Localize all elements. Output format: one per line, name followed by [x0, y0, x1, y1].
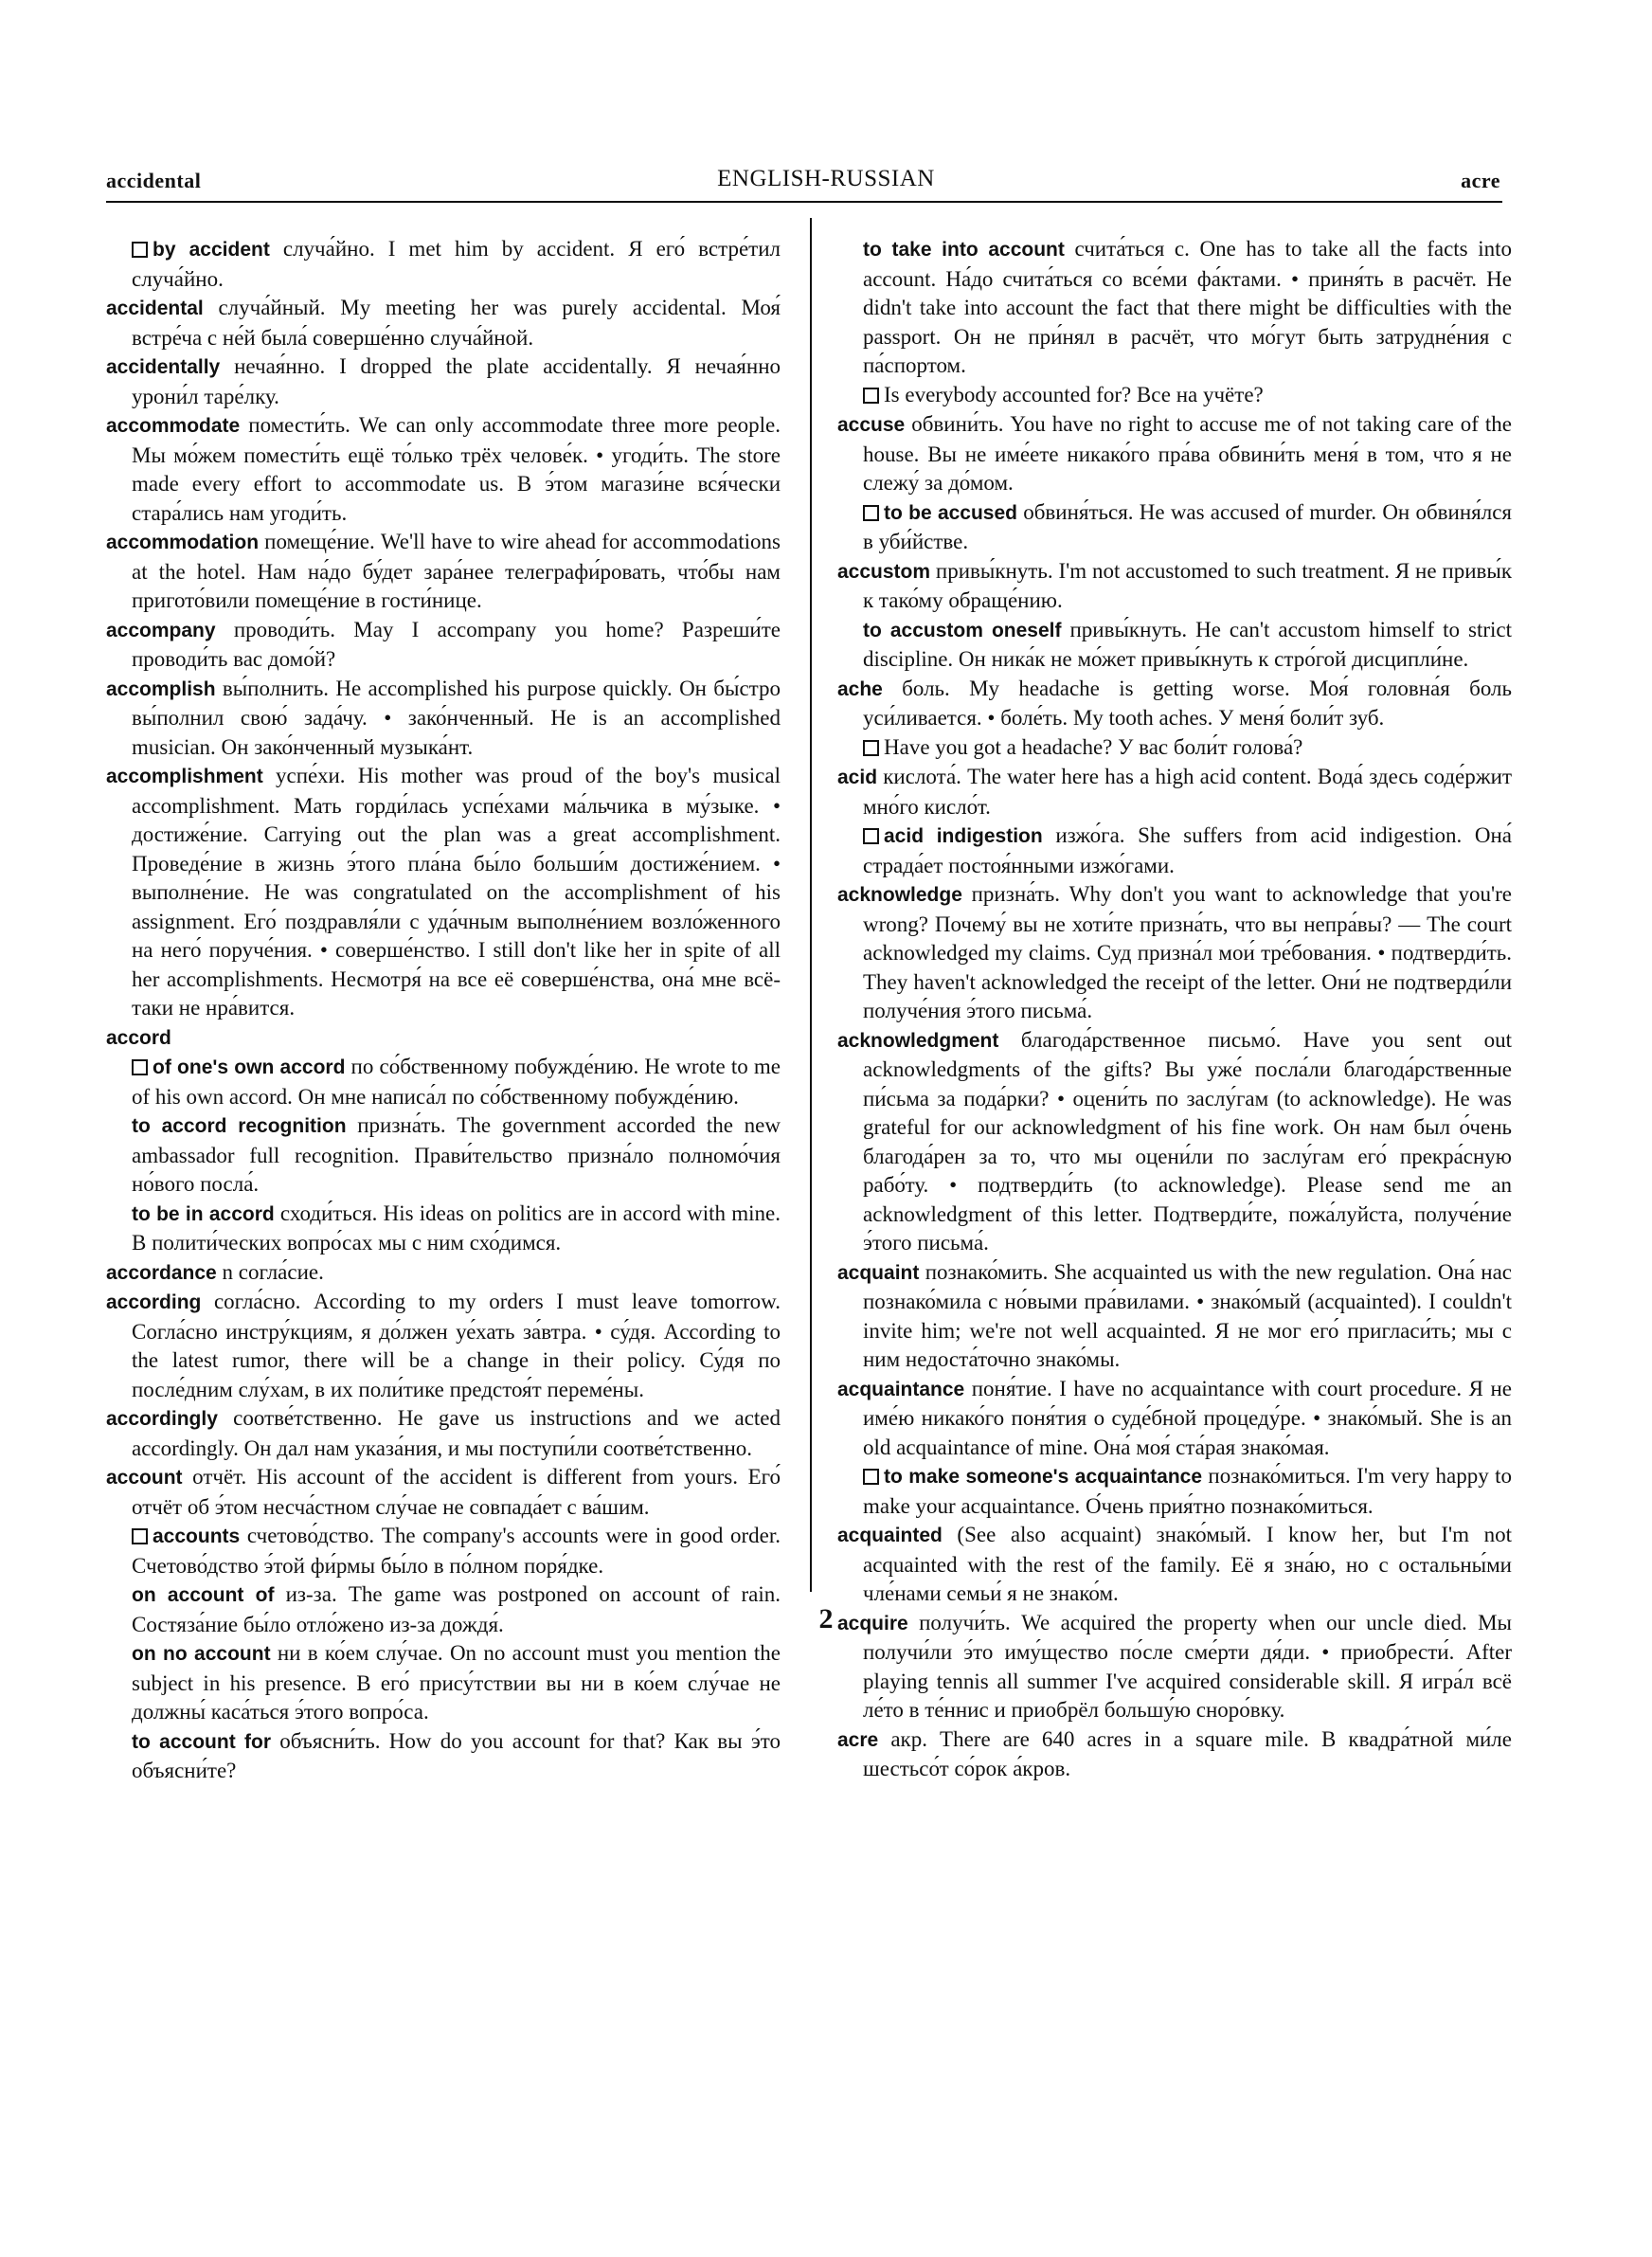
definition-text: вы́полнить. He accomplished his purpose quickly. Он бы́стро вы́полнил свою́ зада́чу. • зако́нченный. He is an accomplished musician. Он зако́нченный музыка́нт.: [132, 676, 781, 759]
header-guide-word-left: accidental: [106, 169, 202, 192]
definition-text: помести́ть. We can only accommodate three more people. Мы мо́жем помести́ть ещё то́лько трёх челове́к. • угоди́ть. The store made every effort to accommodate us. В э́том магази́не вся́чески стара́лись нам угоди́ть.: [132, 413, 781, 525]
definition-text: акр. There are 640 acres in a square mile. В квадра́тной ми́ле шестьсо́т со́рок а́кров.: [863, 1726, 1512, 1780]
header-guide-word-right: acre: [1461, 169, 1500, 192]
headword: acquainted: [837, 1525, 943, 1546]
definition-text: из-за. The game was postponed on account of rain. Состяза́ние бы́ло отло́жено из-за дождя́.: [132, 1582, 781, 1636]
definition-text: познако́мить. She acquainted us with the new regulation. Она́ нас познако́мила с но́выми пра́вилами. • знако́мый (acquainted). I couldn't invite him; we're not well acquainted. Я не мог его́ пригласи́ть; мы с ним недоста́точно знако́мы.: [863, 1259, 1512, 1371]
square-box-icon: [863, 1469, 879, 1485]
dictionary-entry: [837, 675, 1512, 733]
definition-text: случа́йный. My meeting her was purely accidental. Моя́ встре́ча с не́й была́ соверше́нно случа́йной.: [132, 296, 781, 350]
definition-text: боль. My headache is getting worse. Моя́ головна́я боль уси́ливается. • боле́ть. My tooth aches. У меня́ боли́т зуб.: [863, 676, 1512, 730]
definition-text: (See also acquaint) знако́мый. I know her, but I'm not acquainted with the rest of the family. Её я зна́ю, но с остальны́ми чле́нами семьи́ я не знако́м.: [863, 1523, 1512, 1605]
definition-text: сходи́ться. His ideas on politics are in accord with mine. В полити́ческих вопро́сах мы с ним схо́димся.: [132, 1201, 781, 1255]
square-box-icon: [132, 1059, 148, 1075]
dictionary-entry: [106, 1288, 781, 1404]
dictionary-entry: [837, 410, 1512, 498]
right-column: [837, 235, 1512, 1784]
headword: accomplishment: [106, 766, 263, 787]
headword: ache: [837, 677, 883, 700]
definition-text: познако́миться. I'm very happy to make your acquaintance. О́чень прия́тно познако́миться.: [863, 1464, 1512, 1518]
definition-text: случа́йно. I met him by accident. Я его́ встре́тил случа́йно.: [132, 237, 781, 291]
definition-text: получи́ть. We acquired the property when our uncle died. Мы получи́ли э́то иму́щество по́сле сме́рти дя́ди. • приобрести́. After playing tennis all summer I've acquired considerable skill. Я игра́л всё ле́то в те́ннис и приобрёл большу́ю сноро́вку.: [863, 1610, 1512, 1722]
headword: to account for: [132, 1730, 272, 1753]
definition-text: Is everybody accounted for? Все на учёте?: [884, 382, 1264, 406]
headword: to be in accord: [132, 1202, 275, 1225]
dictionary-subentry: [106, 1727, 781, 1786]
definition-text: счетово́дство. The company's accounts were in good order. Счетово́дство э́той фи́рмы бы́ло в по́лном поря́дке.: [132, 1524, 781, 1578]
definition-text: объясни́ть. How do you account for that? Как вы э́то объясни́те?: [132, 1728, 781, 1782]
definition-text: согла́сно. According to my orders I must leave tomorrow. Согла́сно инстру́кциям, я до́лжен уе́хать за́втра. • су́дя. According to the latest rumor, there will be a change in their policy. Су́дя по после́дним слу́хам, в их поли́тике предстоя́т переме́ны.: [132, 1290, 781, 1401]
definition-text: по со́бственному побужде́нию. He wrote to me of his own accord. Он мне написа́л по со́бственному побужде́нию.: [132, 1055, 781, 1109]
definition-text: обвини́ть. You have no right to accuse me of not taking care of the house. Вы не име́ете никако́го пра́ва обвини́ть меня́ в том, что я не слежу́ за до́мом.: [863, 412, 1512, 495]
dictionary-entry: [106, 675, 781, 763]
dictionary-entry: [837, 1521, 1512, 1609]
dictionary-entry: [106, 1404, 781, 1463]
headword: acquaint: [837, 1261, 920, 1284]
headword: to make someone's acquaintance: [884, 1466, 1202, 1488]
definition-text: ни в ко́ем слу́чае. On no account must you mention the subject in his presence. В его́ прису́тствии вы ни в ко́ем слу́чае не должны́ каса́ться э́того вопро́са.: [132, 1641, 781, 1724]
square-box-icon: [132, 1528, 148, 1544]
dictionary-entry: [106, 1463, 781, 1522]
headword: of one's own accord: [153, 1056, 346, 1078]
square-box-icon: [863, 388, 879, 404]
dictionary-entry: [837, 1375, 1512, 1463]
headword: acknowledgment: [837, 1029, 999, 1052]
headword: to accord recognition: [132, 1115, 347, 1137]
definition-text: успе́хи. His mother was proud of the boy's musical accomplishment. Мать горди́лась успе́хами ма́льчика в му́зыке. • достиже́ние. Carrying out the plan was a great accomplishment. Проведе́ние в жизнь э́того пла́на бы́ло больши́м достиже́нием. • выполне́ние. He was congratulated on the accomplishment of his assignment. Его́ поздравля́ли с уда́чным выполне́нием возло́женного на него́ поруче́ния. • соверше́нство. I still don't like her in spite of all her accomplishments. Несмотря́ на все её соверше́нства, она́ мне всё-таки не нра́вится.: [132, 764, 781, 1020]
definition-text: привы́кнуть. He can't accustom himself to strict discipline. Он ника́к не мо́жет привы́кнуть к стро́гой дисципли́не.: [863, 617, 1512, 671]
dictionary-entry: [106, 1023, 781, 1054]
definition-text: нечая́нно. I dropped the plate accidentally. Я нечая́нно урони́л таре́лку.: [132, 354, 781, 408]
headword: accounts: [153, 1526, 241, 1547]
dictionary-subentry: [106, 1639, 781, 1727]
headword: acquaintance: [837, 1378, 965, 1400]
dictionary-entry: [106, 1258, 781, 1289]
definition-text: изжо́га. She suffers from acid indigestion. Она́ страда́ет постоя́нными изжо́гами.: [863, 823, 1512, 877]
headword: accidental: [106, 298, 204, 319]
headword: accomplish: [106, 677, 216, 700]
dictionary-entry: [106, 411, 781, 528]
dictionary-subentry: [106, 1053, 781, 1111]
dictionary-subentry: [106, 1200, 781, 1258]
headword: accompany: [106, 619, 216, 641]
definition-text: n согла́сие.: [216, 1259, 324, 1284]
definition-text: обвиня́ться. He was accused of murder. Он обвиня́лся в уби́йстве.: [863, 499, 1512, 553]
header-rule: [106, 201, 1502, 203]
column-divider: [810, 218, 812, 1592]
headword: accustom: [837, 560, 931, 583]
dictionary-subentry: [837, 235, 1512, 381]
dictionary-entry: [106, 528, 781, 616]
headword: by accident: [153, 239, 270, 261]
headword: accuse: [837, 414, 906, 436]
headword: accord: [106, 1026, 171, 1049]
definition-text: проводи́ть. May I accompany you home? Разреши́те проводи́ть вас домо́й?: [132, 617, 781, 671]
headword: account: [106, 1467, 183, 1489]
headword: accidentally: [106, 356, 221, 378]
definition-text: помеще́ние. We'll have to wire ahead for accommodations at the hotel. Нам на́до бу́дет зара́нее телеграфи́ровать, что́бы нам пригото́вили помеще́ние в гости́нице.: [132, 530, 781, 612]
square-box-icon: [863, 505, 879, 521]
page-number: 2: [818, 1603, 834, 1634]
definition-text: Have you got a headache? У вас боли́т голова́?: [884, 734, 1303, 759]
dictionary-subentry: [837, 498, 1512, 557]
definition-text: благода́рственное письмо́. Have you sent out acknowledgments of the gifts? Вы уже́ посла́ли благода́рственные пи́сьма за пода́рки? • оцени́ть по заслу́гам (to acknowledge). He was grateful for our acknowledgment of his fine work. Он нам был о́чень благода́рен за то, что мы оцени́ли по заслу́гам его́ прекра́сную рабо́ту. • подтверди́ть (to acknowledge). Please send me an acknowledgment of this letter. Подтверди́те, пожа́луйста, получе́ние э́того письма́.: [863, 1027, 1512, 1255]
definition-text: призна́ть. The government accorded the new ambassador full recognition. Прави́тельство призна́ло полномо́чия но́вого посла́.: [132, 1113, 781, 1196]
definition-text: отчёт. His account of the accident is different from yours. Его́ отчёт об э́том несча́стном слу́чае не совпада́ет с ва́шим.: [132, 1465, 781, 1519]
definition-text: поня́тие. I have no acquaintance with court procedure. Я не име́ю никако́го поня́тия о суде́бной процеду́ре. • знако́мый. She is an old acquaintance of mine. Она́ моя́ ста́рая знако́мая.: [863, 1376, 1512, 1459]
headword: accordingly: [106, 1408, 218, 1430]
headword: to take into account: [863, 239, 1065, 261]
header-title: ENGLISH-RUSSIAN: [717, 166, 935, 191]
headword: accommodation: [106, 532, 260, 553]
dictionary-entry: [106, 762, 781, 1023]
headword: on no account: [132, 1643, 271, 1665]
headword: on account of: [132, 1584, 275, 1606]
dictionary-entry: [837, 763, 1512, 822]
definition-text: счита́ться с. One has to take all the facts into account. На́до счита́ться со все́ми фа́ктами. • приня́ть в расчёт. He didn't take into account the fact that there might be difficulties with the passport. Он не при́нял в расчёт, что мо́гут быть затрудне́ния с па́спортом.: [863, 237, 1512, 377]
headword: according: [106, 1291, 202, 1313]
dictionary-entry: [106, 352, 781, 411]
square-box-icon: [132, 242, 148, 258]
headword: acquire: [837, 1612, 908, 1634]
dictionary-entry: [837, 1725, 1512, 1784]
dictionary-subentry: [837, 822, 1512, 880]
dictionary-entry: [837, 1026, 1512, 1258]
dictionary-subentry: [106, 235, 781, 294]
square-box-icon: [863, 740, 879, 756]
headword: to be accused: [884, 501, 1017, 524]
dictionary-subentry: [106, 1522, 781, 1580]
headword: accommodate: [106, 415, 241, 437]
dictionary-subentry: [837, 381, 1512, 411]
headword: acknowledge: [837, 884, 962, 906]
definition-text: привы́кнуть. I'm not accustomed to such treatment. Я не привы́к к тако́му обраще́нию.: [863, 558, 1512, 612]
dictionary-entry: [837, 880, 1512, 1026]
dictionary-entry: [106, 616, 781, 675]
square-box-icon: [863, 828, 879, 844]
dictionary-entry: [106, 294, 781, 352]
definition-text: призна́ть. Why don't you want to acknowledge that you're wrong? Почему́ вы не хоти́те призна́ть, что вы непра́вы? — The court acknowledged my claims. Суд призна́л мои́ тре́бования. • подтверди́ть. They haven't acknowledged the receipt of the letter. Они́ не подтверди́ли получе́ния э́того письма́.: [863, 882, 1512, 1022]
dictionary-subentry: [837, 733, 1512, 764]
dictionary-entry: [837, 1258, 1512, 1375]
dictionary-entry: [837, 557, 1512, 616]
headword: acid indigestion: [884, 825, 1043, 847]
left-column: [106, 235, 781, 1786]
dictionary-subentry: [837, 616, 1512, 675]
headword: to accustom oneself: [863, 619, 1062, 641]
headword: acid: [837, 767, 878, 788]
definition-text: соотве́тственно. He gave us instructions and we acted accordingly. Он дал нам указа́ния, и мы поступи́ли соотве́тственно.: [132, 1406, 781, 1460]
headword: acre: [837, 1728, 879, 1751]
definition-text: кислота́. The water here has a high acid content. Вода́ здесь соде́ржит мно́го кисло́т.: [863, 765, 1512, 819]
dictionary-subentry: [106, 1111, 781, 1200]
dictionary-subentry: [837, 1462, 1512, 1521]
headword: accordance: [106, 1261, 217, 1284]
